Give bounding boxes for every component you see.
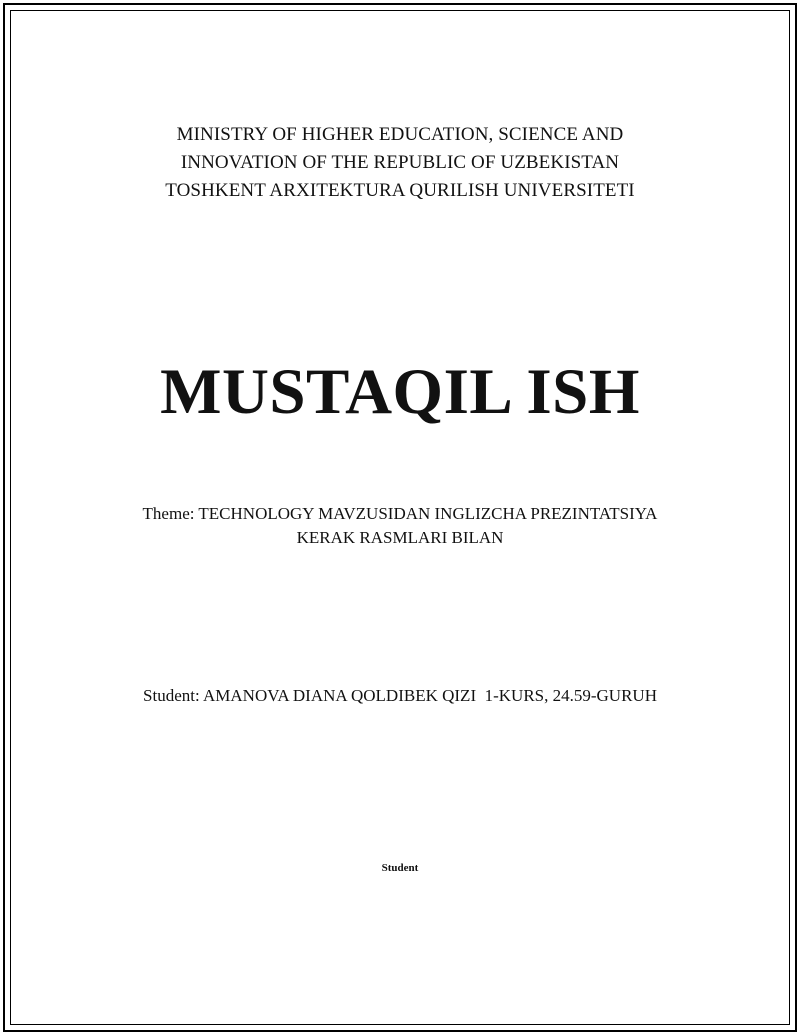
theme-line-2: KERAK RASMLARI BILAN: [296, 528, 504, 547]
header-line-3: TOSHKENT ARXITEKTURA QURILISH UNIVERSITETI: [165, 180, 635, 201]
theme-line-1: Theme: TECHNOLOGY MAVZUSIDAN INGLIZCHA PREZINTATSIYA: [142, 504, 658, 523]
student-label: Student: [381, 862, 419, 874]
institution-header: [0, 121, 800, 205]
header-line-1: MINISTRY OF HIGHER EDUCATION, SCIENCE AND: [176, 124, 624, 145]
theme-block: [0, 502, 800, 550]
document-title: MUSTAQIL ISH: [160, 356, 640, 428]
header-line-2: INNOVATION OF THE REPUBLIC OF UZBEKISTAN: [180, 152, 620, 173]
student-info: Student: AMANOVA DIANA QOLDIBEK QIZI 1-KURS, 24.59-GURUH: [143, 686, 657, 705]
